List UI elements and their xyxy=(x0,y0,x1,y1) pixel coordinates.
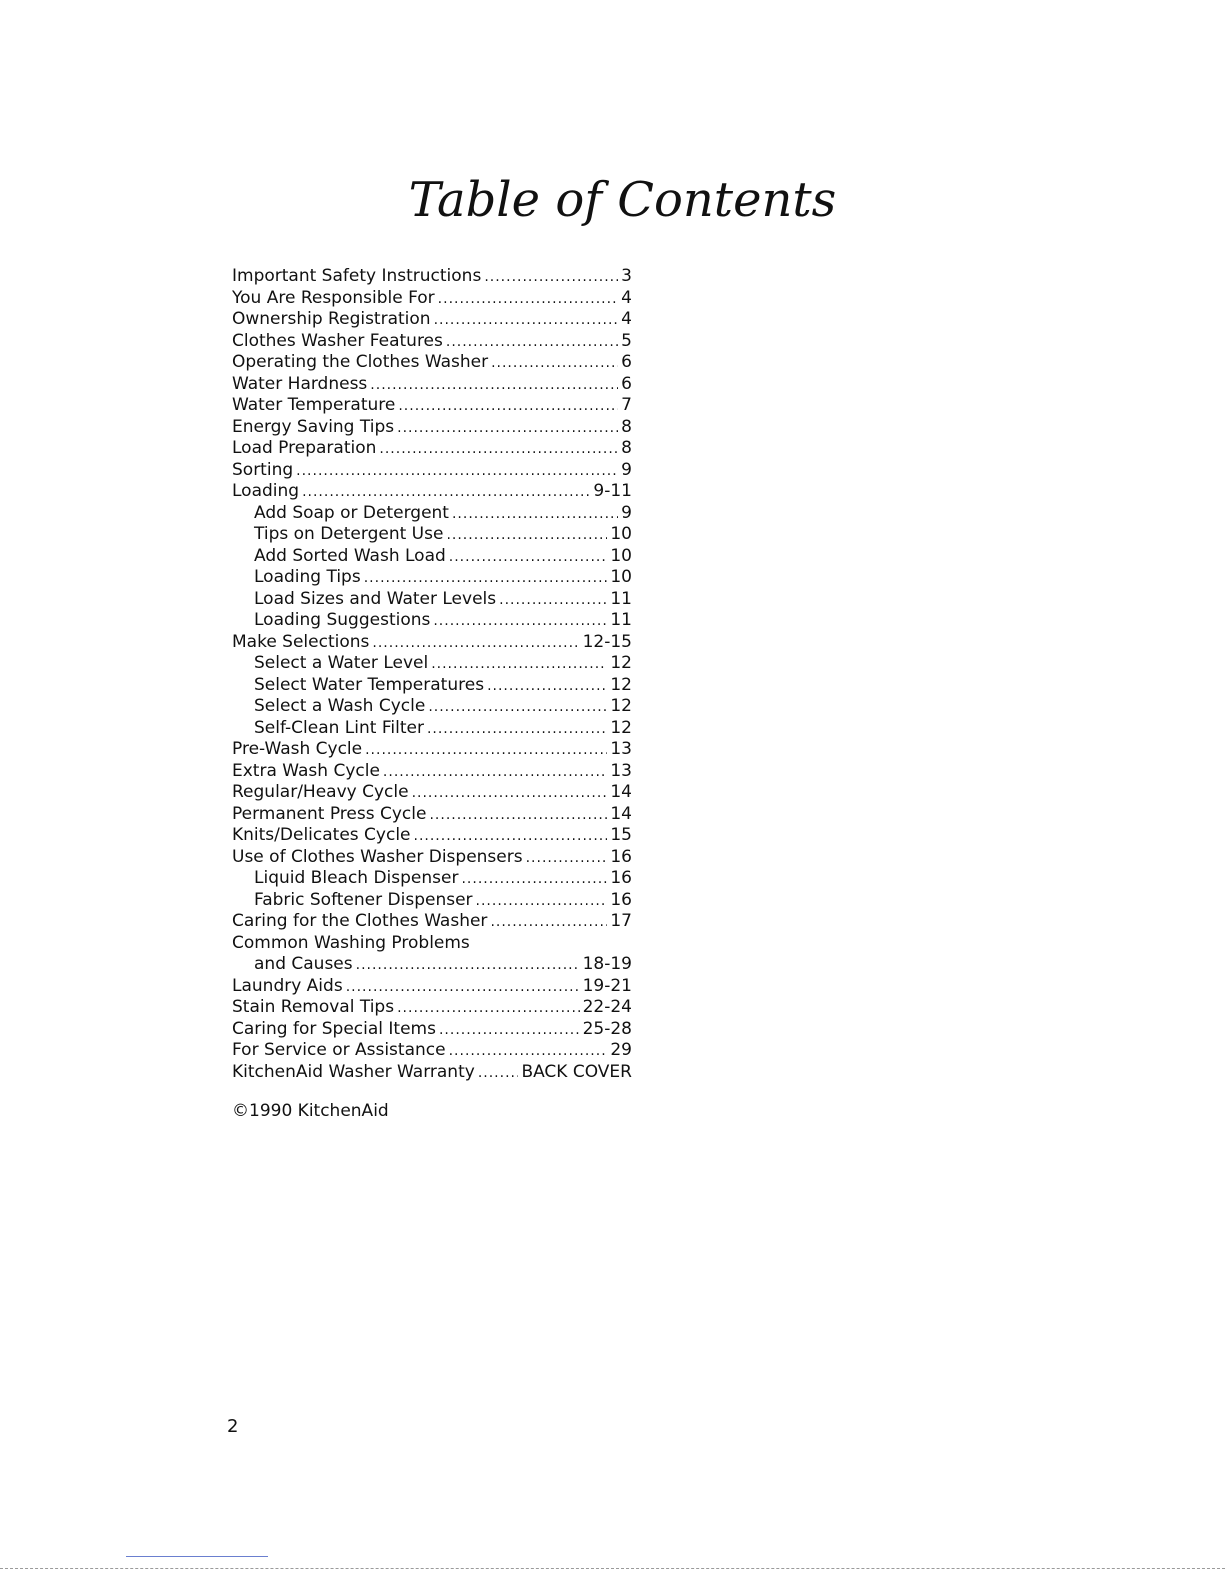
toc-entry xyxy=(232,266,632,288)
toc-dot-leader xyxy=(526,848,608,870)
toc-entry-label: Load Sizes and Water Levels xyxy=(254,588,497,609)
toc-entry xyxy=(232,804,632,826)
toc-entry-label: You Are Responsible For xyxy=(232,287,435,308)
toc-entry-page: 14 xyxy=(610,803,632,824)
toc-entry-label: Fabric Softener Dispenser xyxy=(254,889,473,910)
toc-entry-page: 13 xyxy=(610,760,632,781)
toc-entry-page: 16 xyxy=(610,889,632,910)
toc-entry xyxy=(232,997,632,1019)
toc-entry-label: Select a Water Level xyxy=(254,653,429,673)
toc-entry-label: and Causes xyxy=(254,954,353,974)
toc-entry-label: Permanent Press Cycle xyxy=(232,803,427,824)
toc-entry-page: 16 xyxy=(610,868,632,888)
toc-entry-page: 6 xyxy=(621,373,632,394)
toc-dot-leader xyxy=(346,977,580,999)
toc-entry-page: BACK COVER xyxy=(521,1061,632,1082)
toc-entry xyxy=(232,1040,632,1062)
toc-dot-leader xyxy=(379,439,618,461)
toc-entry xyxy=(232,696,632,718)
toc-entry-page: 6 xyxy=(621,352,632,372)
toc-entry xyxy=(232,460,632,482)
toc-entry-page: 3 xyxy=(621,266,632,286)
toc-dot-leader xyxy=(487,676,607,698)
toc-dot-leader xyxy=(446,525,607,547)
toc-entry-label: Caring for Special Items xyxy=(232,1018,436,1039)
toc-dot-leader xyxy=(370,375,618,397)
toc-entry-label: Knits/Delicates Cycle xyxy=(232,825,411,845)
toc-entry-page: 4 xyxy=(621,287,632,308)
toc-entry xyxy=(232,868,632,890)
toc-entry xyxy=(232,331,632,353)
toc-entry-label: KitchenAid Washer Warranty xyxy=(232,1061,475,1082)
toc-entry-page: 17 xyxy=(610,911,632,931)
toc-dot-leader xyxy=(398,396,618,418)
toc-dot-leader xyxy=(449,547,608,569)
toc-entry-label: Loading Tips xyxy=(254,567,361,587)
toc-entry-label: Loading xyxy=(232,481,300,501)
toc-entry-page: 15 xyxy=(610,825,632,845)
toc-entry-page: 12 xyxy=(610,653,632,673)
toc-entry xyxy=(232,976,632,998)
toc-entry xyxy=(232,847,632,869)
toc-entry xyxy=(232,610,632,632)
toc-entry-page: 8 xyxy=(621,416,632,437)
toc-dot-leader xyxy=(484,267,618,289)
toc-entry xyxy=(232,761,632,783)
toc-entry-page: 11 xyxy=(610,588,632,609)
toc-entry xyxy=(232,718,632,740)
toc-entry-page: 12-15 xyxy=(582,631,632,652)
toc-entry xyxy=(232,395,632,417)
toc-dot-leader xyxy=(356,955,580,977)
toc-entry-label: Energy Saving Tips xyxy=(232,416,395,437)
toc-entry xyxy=(232,1062,632,1084)
toc-entry xyxy=(232,288,632,310)
toc-entry xyxy=(232,352,632,374)
toc-entry xyxy=(232,890,632,912)
toc-entry-label: Add Sorted Wash Load xyxy=(254,545,446,566)
toc-entry-page: 4 xyxy=(621,309,632,329)
toc-entry-label: Self-Clean Lint Filter xyxy=(254,717,424,738)
toc-entry-page: 9-11 xyxy=(593,481,632,501)
toc-entry-label: Liquid Bleach Dispenser xyxy=(254,868,459,888)
toc-entry-label: Extra Wash Cycle xyxy=(232,760,380,781)
toc-entry-label: Caring for the Clothes Washer xyxy=(232,911,488,931)
page-title: Table of Contents xyxy=(408,172,837,228)
toc-entry xyxy=(232,954,632,976)
toc-entry-label: Use of Clothes Washer Dispensers xyxy=(232,846,523,867)
toc-entry xyxy=(232,481,632,503)
toc-dot-leader xyxy=(476,891,608,913)
toc-entry-page: 11 xyxy=(610,610,632,630)
toc-dot-leader xyxy=(296,461,618,483)
toc-dot-leader xyxy=(364,568,608,590)
toc-entry-label: Pre-Wash Cycle xyxy=(232,739,363,759)
toc-entry-page: 8 xyxy=(621,438,632,458)
toc-entry-page: 25-28 xyxy=(582,1018,632,1039)
toc-entry-page: 13 xyxy=(610,739,632,759)
toc-entry xyxy=(232,417,632,439)
toc-dot-leader xyxy=(365,740,607,762)
toc-entry-page: 9 xyxy=(621,459,632,480)
toc-entry xyxy=(232,309,632,331)
toc-dot-leader xyxy=(478,1063,519,1085)
toc-dot-leader xyxy=(383,762,607,784)
toc-entry xyxy=(232,546,632,568)
toc-dot-leader xyxy=(302,482,590,504)
toc-entry xyxy=(232,911,632,933)
toc-entry xyxy=(232,782,632,804)
toc-entry xyxy=(232,739,632,761)
toc-dot-leader xyxy=(452,504,618,526)
toc-entry-label: Common Washing Problems xyxy=(232,932,470,953)
toc-entry-label: Load Preparation xyxy=(232,438,377,458)
toc-entry-page: 19-21 xyxy=(582,975,632,996)
toc-dot-leader xyxy=(428,697,607,719)
toc-entry-label: Select a Wash Cycle xyxy=(254,696,426,716)
copyright-notice: ©1990 KitchenAid xyxy=(232,1101,389,1121)
toc-entry-label: Important Safety Instructions xyxy=(232,266,482,286)
toc-entry-label: Ownership Registration xyxy=(232,309,431,329)
toc-dot-leader xyxy=(490,912,607,934)
toc-dot-leader xyxy=(429,805,607,827)
toc-dot-leader xyxy=(439,1020,580,1042)
toc-entry-label: Stain Removal Tips xyxy=(232,997,395,1017)
toc-entry-page: 14 xyxy=(610,782,632,802)
scan-edge-divider xyxy=(0,1568,1225,1569)
toc-entry xyxy=(232,524,632,546)
toc-entry xyxy=(232,438,632,460)
toc-entry-page: 10 xyxy=(610,545,632,566)
toc-entry-page: 12 xyxy=(610,717,632,738)
toc-entry-label: Regular/Heavy Cycle xyxy=(232,782,409,802)
toc-dot-leader xyxy=(433,611,607,633)
toc-entry-page: 12 xyxy=(610,674,632,695)
toc-entry xyxy=(232,589,632,611)
toc-entry-page: 22-24 xyxy=(582,997,632,1017)
toc-dot-leader xyxy=(438,289,619,311)
toc-entry-page: 10 xyxy=(610,567,632,587)
toc-entry xyxy=(232,503,632,525)
table-of-contents xyxy=(232,266,632,1083)
toc-entry-label: Sorting xyxy=(232,459,294,480)
toc-entry-page: 9 xyxy=(621,502,632,523)
toc-entry xyxy=(232,374,632,396)
toc-entry-page: 18-19 xyxy=(582,954,632,974)
toc-entry-page: 29 xyxy=(610,1040,632,1060)
page-number: 2 xyxy=(227,1416,239,1437)
toc-entry xyxy=(232,632,632,654)
link-underline xyxy=(126,1556,268,1557)
toc-entry-label: Water Temperature xyxy=(232,395,396,415)
toc-dot-leader xyxy=(446,332,618,354)
toc-entry xyxy=(232,1019,632,1041)
toc-entry-label: Loading Suggestions xyxy=(254,610,431,630)
toc-entry-label: Tips on Detergent Use xyxy=(254,524,444,544)
toc-entry-label: Laundry Aids xyxy=(232,975,343,996)
toc-dot-leader xyxy=(499,590,607,612)
toc-dot-leader xyxy=(397,998,580,1020)
toc-entry xyxy=(232,825,632,847)
toc-dot-leader xyxy=(491,353,618,375)
toc-entry-label: Add Soap or Detergent xyxy=(254,502,449,523)
toc-entry-page: 12 xyxy=(610,696,632,716)
toc-dot-leader xyxy=(412,783,608,805)
toc-dot-leader xyxy=(434,310,619,332)
toc-dot-leader xyxy=(372,633,579,655)
toc-entry xyxy=(232,933,632,955)
toc-entry-page: 5 xyxy=(621,330,632,351)
toc-dot-leader xyxy=(414,826,608,848)
toc-dot-leader xyxy=(431,654,607,676)
toc-dot-leader xyxy=(397,418,618,440)
toc-entry-page: 7 xyxy=(621,395,632,415)
toc-entry xyxy=(232,653,632,675)
toc-entry-page: 16 xyxy=(610,846,632,867)
toc-entry-label: Operating the Clothes Washer xyxy=(232,352,489,372)
toc-entry-label: For Service or Assistance xyxy=(232,1040,446,1060)
toc-entry-label: Make Selections xyxy=(232,631,370,652)
toc-entry xyxy=(232,675,632,697)
toc-entry-label: Select Water Temperatures xyxy=(254,674,485,695)
toc-dot-leader xyxy=(427,719,607,741)
toc-entry xyxy=(232,567,632,589)
toc-entry-label: Clothes Washer Features xyxy=(232,330,443,351)
toc-dot-leader xyxy=(449,1041,608,1063)
toc-dot-leader xyxy=(461,869,607,891)
toc-entry-label: Water Hardness xyxy=(232,373,368,394)
toc-entry-page: 10 xyxy=(610,524,632,544)
